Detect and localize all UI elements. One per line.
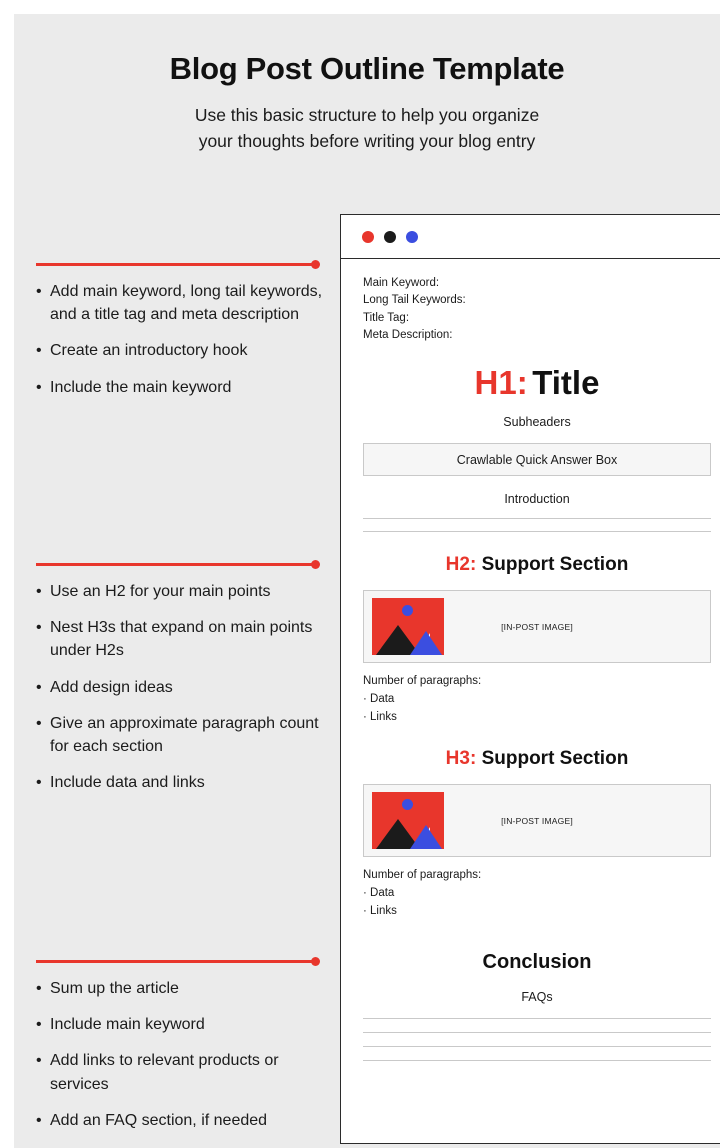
- close-dot-icon[interactable]: [362, 231, 374, 243]
- minimize-dot-icon[interactable]: [384, 231, 396, 243]
- sun-shape: [402, 605, 413, 616]
- mountain-blue-shape: [410, 631, 442, 655]
- list-item: • Add design ideas: [36, 676, 336, 699]
- in-post-image-label: [IN-POST IMAGE]: [501, 815, 573, 826]
- document-body: [341, 259, 720, 1061]
- faq-rule-1: [363, 1018, 711, 1019]
- list-item: • Create an introductory hook: [36, 339, 336, 362]
- sun-shape: [402, 799, 413, 810]
- header: [14, 50, 720, 154]
- divider-rule-2: [36, 563, 314, 566]
- faq-rule-3: [363, 1046, 711, 1047]
- in-post-image-placeholder-2: [363, 784, 711, 857]
- left-group-2: [36, 563, 336, 810]
- subheaders-label: Subheaders: [503, 415, 571, 429]
- intro-rule-2: [363, 531, 711, 532]
- meta-long-tail-keywords: Long Tail Keywords:: [363, 294, 466, 307]
- quick-answer-box-label: Crawlable Quick Answer Box: [456, 452, 618, 467]
- template-sheet: [14, 14, 720, 1148]
- list-item: • Add links to relevant products or services: [36, 1049, 336, 1095]
- introduction-label: Introduction: [504, 492, 570, 506]
- list-item: • Use an H2 for your main points: [36, 580, 336, 603]
- page-subtitle: [14, 103, 720, 154]
- page-title: Blog Post Outline Template: [169, 51, 565, 86]
- list-item: • Give an approximate paragraph count for each section: [36, 712, 336, 758]
- h3-section-text: Support Section: [481, 748, 629, 770]
- bullet-list-1: [36, 280, 336, 399]
- divider-rule-3: [36, 960, 314, 963]
- divider-rule-1: [36, 263, 314, 266]
- in-post-image-placeholder-1: [363, 590, 711, 663]
- faqs-label: FAQs: [521, 989, 553, 1004]
- h3-tag-label: H3:: [445, 748, 477, 770]
- bullet-list-3: [36, 977, 336, 1132]
- image-thumbnail-icon: [372, 598, 444, 655]
- note-item: · Data: [363, 692, 395, 705]
- h2-section-text: Support Section: [481, 554, 629, 575]
- subtitle-line-1: Use this basic structure to help you organize: [194, 105, 540, 126]
- list-item: • Add an FAQ section, if needed: [36, 1109, 336, 1132]
- meta-title-tag: Title Tag:: [363, 311, 410, 324]
- bullet-list-2: [36, 580, 336, 794]
- window-title-bar: [341, 215, 720, 259]
- meta-description: Meta Description:: [363, 328, 453, 341]
- paragraph-count-note-1: Number of paragraphs:: [363, 675, 482, 687]
- quick-answer-box: [363, 443, 711, 476]
- mountain-blue-shape: [410, 825, 442, 849]
- note-item: · Links: [363, 710, 397, 723]
- h2-section-heading: [363, 554, 711, 576]
- conclusion-heading: Conclusion: [482, 950, 592, 973]
- list-item: • Include the main keyword: [36, 376, 336, 399]
- intro-rule-1: [363, 518, 711, 519]
- faq-rule-4: [363, 1060, 711, 1061]
- maximize-dot-icon[interactable]: [406, 231, 418, 243]
- list-item: • Sum up the article: [36, 977, 336, 1000]
- in-post-image-label: [IN-POST IMAGE]: [501, 621, 573, 632]
- faq-rule-2: [363, 1032, 711, 1033]
- paragraph-count-note-2: Number of paragraphs:: [363, 869, 482, 882]
- h2-tag-label: H2:: [445, 554, 477, 575]
- h1-tag-label: H1:: [474, 364, 528, 401]
- list-item: • Include data and links: [36, 771, 336, 794]
- list-item: • Nest H3s that expand on main points under H2s: [36, 616, 336, 662]
- note-item: · Links: [363, 905, 397, 918]
- list-item: • Add main keyword, long tail keywords, and a title tag and meta description: [36, 280, 336, 326]
- left-group-1: [36, 263, 336, 415]
- browser-window-mockup: [340, 214, 720, 1144]
- left-group-3: [36, 960, 336, 1148]
- meta-main-keyword: Main Keyword:: [363, 277, 440, 289]
- note-item: · Data: [363, 887, 395, 900]
- h3-section-heading: [363, 748, 711, 770]
- list-item: • Include main keyword: [36, 1013, 336, 1036]
- faq-rules: [363, 1018, 711, 1061]
- image-thumbnail-icon: [372, 792, 444, 849]
- h1-heading-row: [363, 366, 711, 399]
- h1-title-text: Title: [532, 364, 600, 401]
- subtitle-line-2: your thoughts before writing your blog entry: [198, 130, 536, 151]
